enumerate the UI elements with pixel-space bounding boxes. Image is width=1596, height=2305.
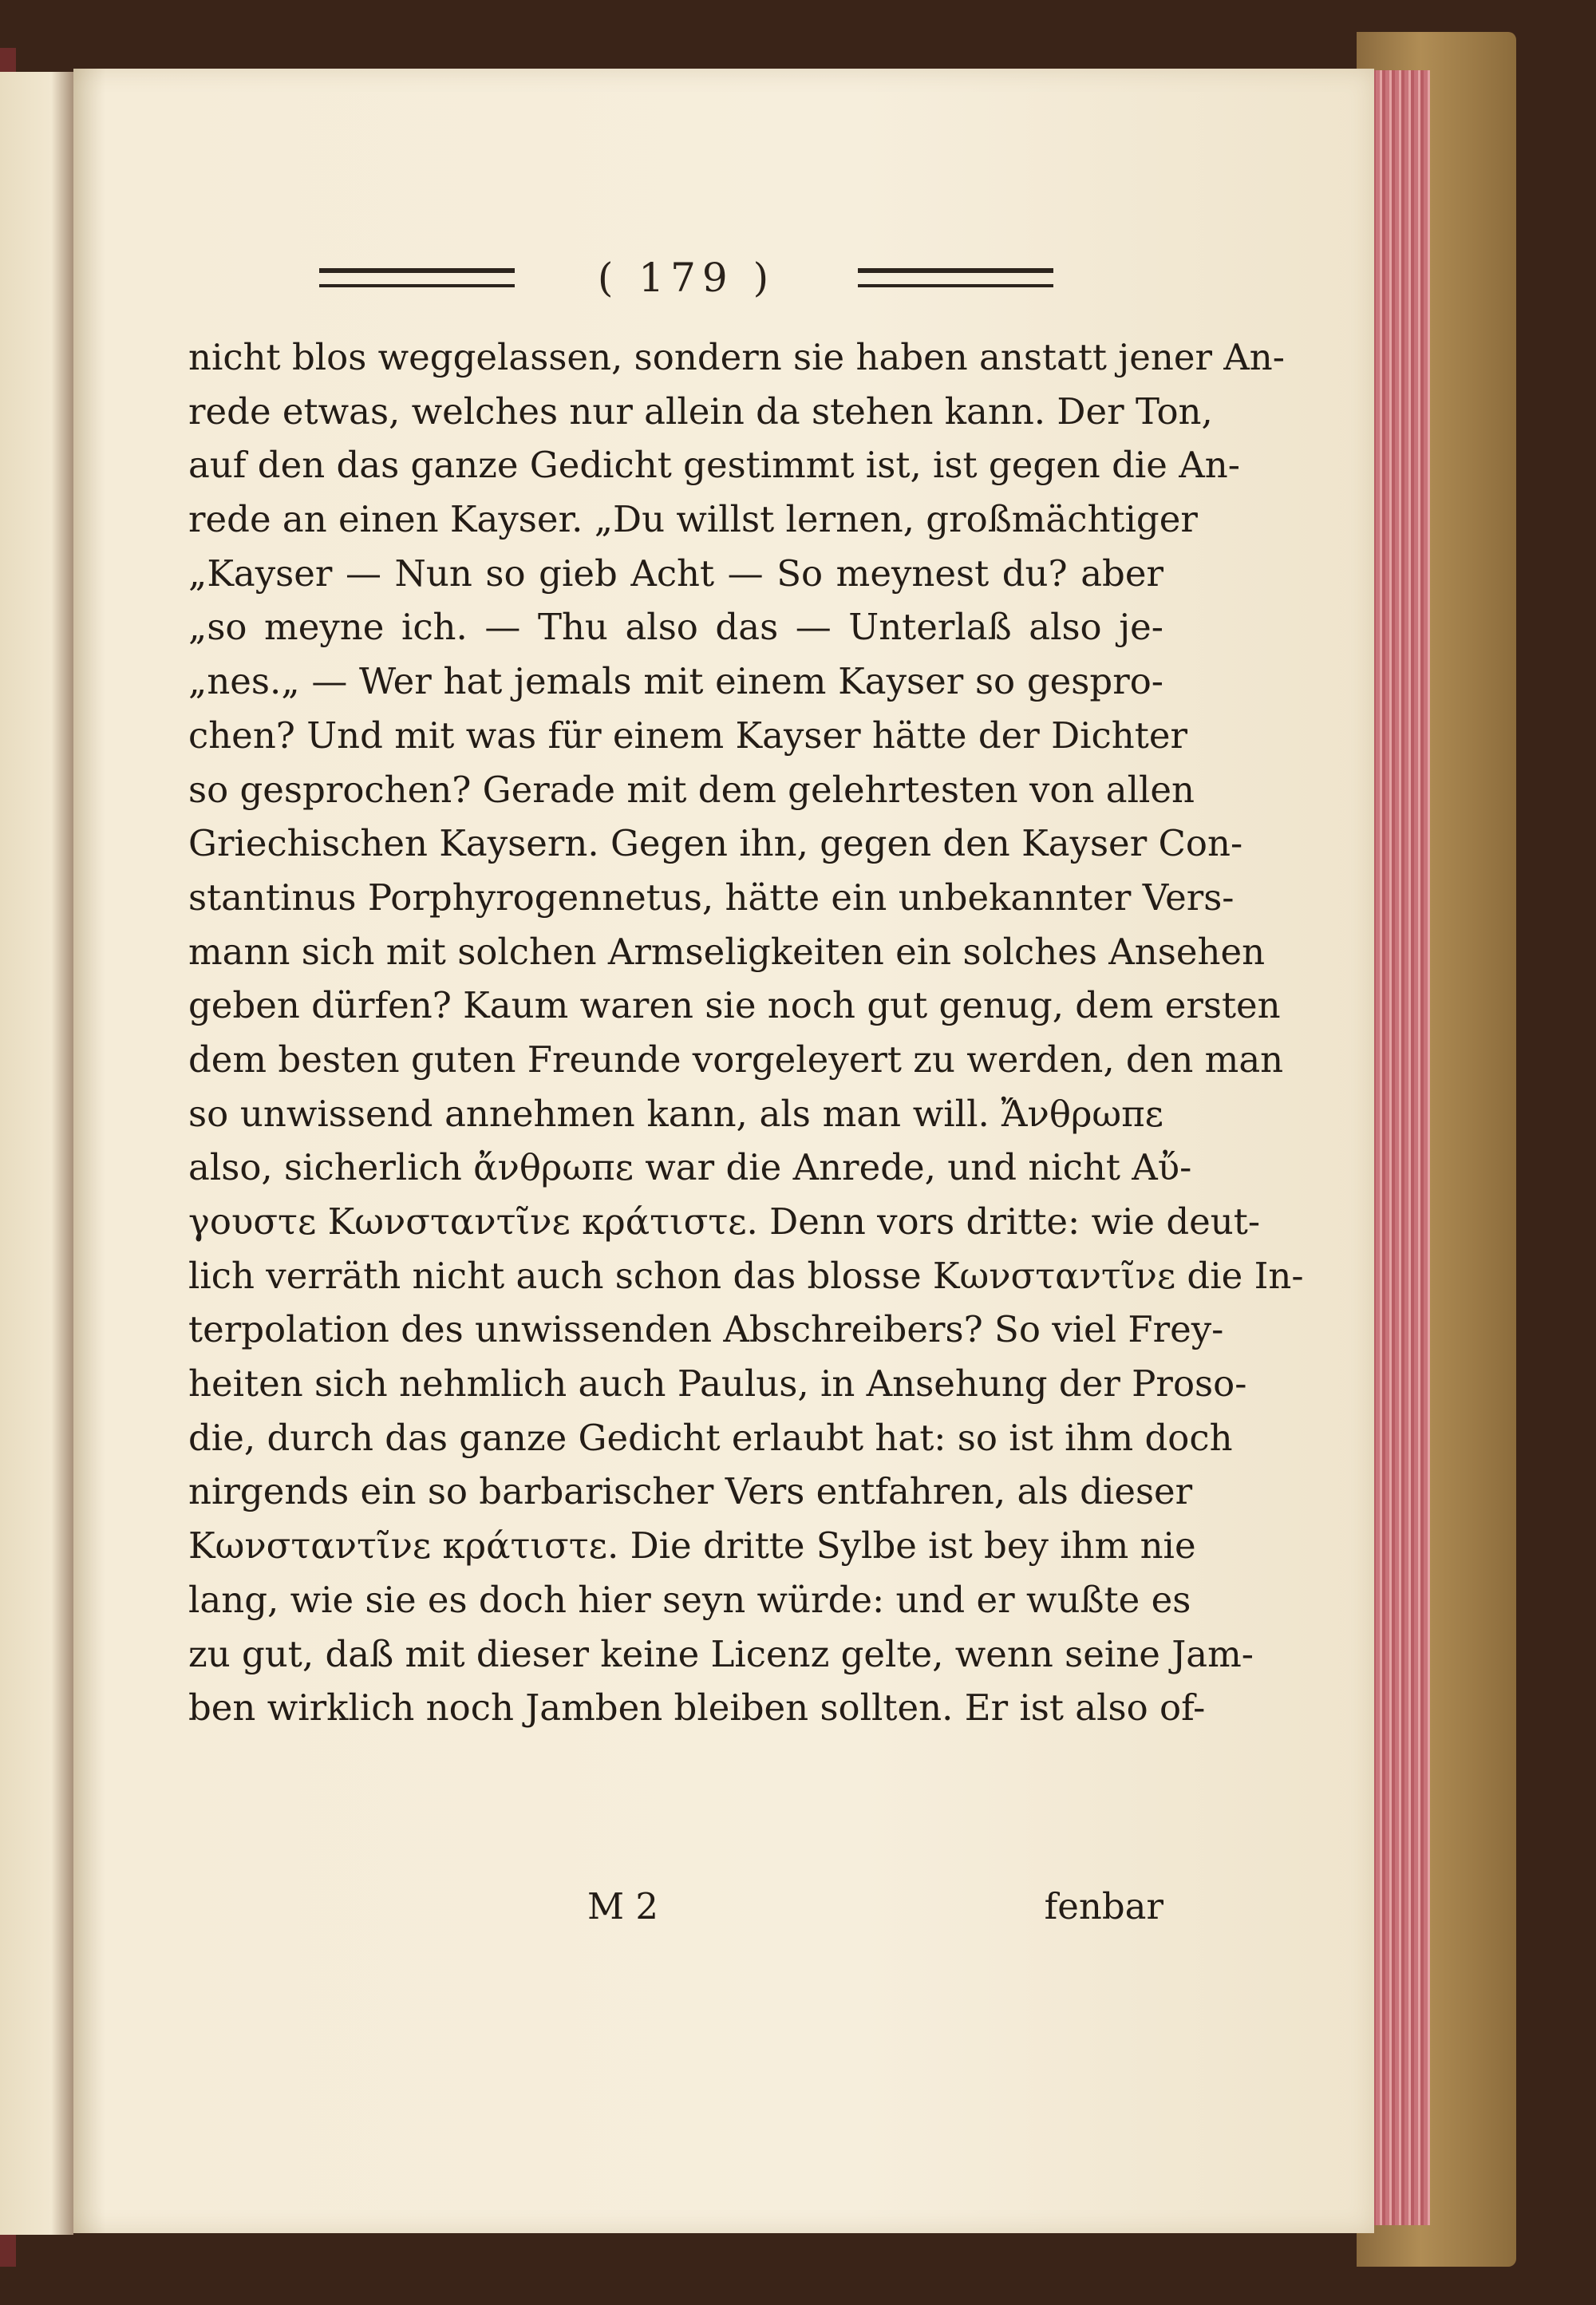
page-number: ( 179 ) bbox=[597, 255, 776, 301]
text-line: nirgends ein so barbarischer Vers entfahren, als dieser bbox=[188, 1470, 1193, 1513]
catchword: fenbar bbox=[1044, 1885, 1163, 1927]
text-line: ben wirklich noch Jamben bleiben sollten. Er ist also of- bbox=[188, 1686, 1206, 1730]
text-line: Griechischen Kaysern. Gegen ihn, gegen den Kayser Con- bbox=[188, 822, 1243, 865]
text-line: geben dürfen? Kaum waren sie noch gut genug, dem ersten bbox=[188, 984, 1281, 1027]
text-line: „so meyne ich. — Thu also das — Unterlaß also je- bbox=[188, 606, 1163, 649]
text-line: Κωνσταντῖνε κράτιστε. Die dritte Sylbe ist bey ihm nie bbox=[188, 1524, 1196, 1568]
text-line: „Kayser — Nun so gieb Acht — So meynest du? aber bbox=[188, 552, 1163, 595]
signature-mark: M 2 bbox=[587, 1885, 659, 1927]
text-line: die, durch das ganze Gedicht erlaubt hat: so ist ihm doch bbox=[188, 1416, 1233, 1459]
text-line: mann sich mit solchen Armseligkeiten ein solches Ansehen bbox=[188, 930, 1266, 973]
left-page-edge bbox=[0, 72, 73, 2235]
text-line: also, sicherlich ἄνθρωπε war die Anrede, und nicht Αὔ- bbox=[188, 1146, 1192, 1189]
text-line: nicht blos weggelassen, sondern sie haben anstatt jener An- bbox=[188, 336, 1285, 378]
text-line: lang, wie sie es doch hier seyn würde: und er wußte es bbox=[188, 1578, 1191, 1621]
page-footer bbox=[188, 1885, 1163, 1939]
text-line: chen? Und mit was für einem Kayser hätte der Dichter bbox=[188, 714, 1187, 757]
text-line: „nes.„ — Wer hat jemals mit einem Kayser so gespro- bbox=[188, 660, 1163, 703]
text-line: γουστε Κωνσταντῖνε κράτιστε. Denn vors dritte: wie deut- bbox=[188, 1200, 1261, 1243]
text-line: auf den das ganze Gedicht gestimmt ist, ist gegen die An- bbox=[188, 444, 1240, 487]
header-rule-right bbox=[858, 268, 1053, 287]
text-line: dem besten guten Freunde vorgeleyert zu werden, den man bbox=[188, 1038, 1284, 1081]
text-line: so gesprochen? Gerade mit dem gelehrtesten von allen bbox=[188, 768, 1195, 811]
page-header bbox=[319, 254, 1053, 302]
page-edges-red bbox=[1366, 70, 1430, 2225]
header-rule-left bbox=[319, 268, 515, 287]
text-line: zu gut, daß mit dieser keine Licenz gelte, wenn seine Jam- bbox=[188, 1632, 1254, 1675]
text-line: stantinus Porphyrogennetus, hätte ein unbekannter Vers- bbox=[188, 876, 1235, 919]
text-line: rede etwas, welches nur allein da stehen kann. Der Ton, bbox=[188, 389, 1213, 433]
text-line: lich verräth nicht auch schon das blosse Κωνσταντῖνε die In- bbox=[188, 1254, 1304, 1297]
text-line: heiten sich nehmlich auch Paulus, in Ansehung der Proso- bbox=[188, 1362, 1247, 1406]
text-line: terpolation des unwissenden Abschreibers? So viel Frey- bbox=[188, 1308, 1224, 1351]
body-text bbox=[188, 330, 1304, 1735]
text-line: rede an einen Kayser. „Du willst lernen, großmächtiger bbox=[188, 498, 1198, 541]
text-line: so unwissend annehmen kann, als man will. Ἄνθρωπε bbox=[188, 1092, 1163, 1135]
